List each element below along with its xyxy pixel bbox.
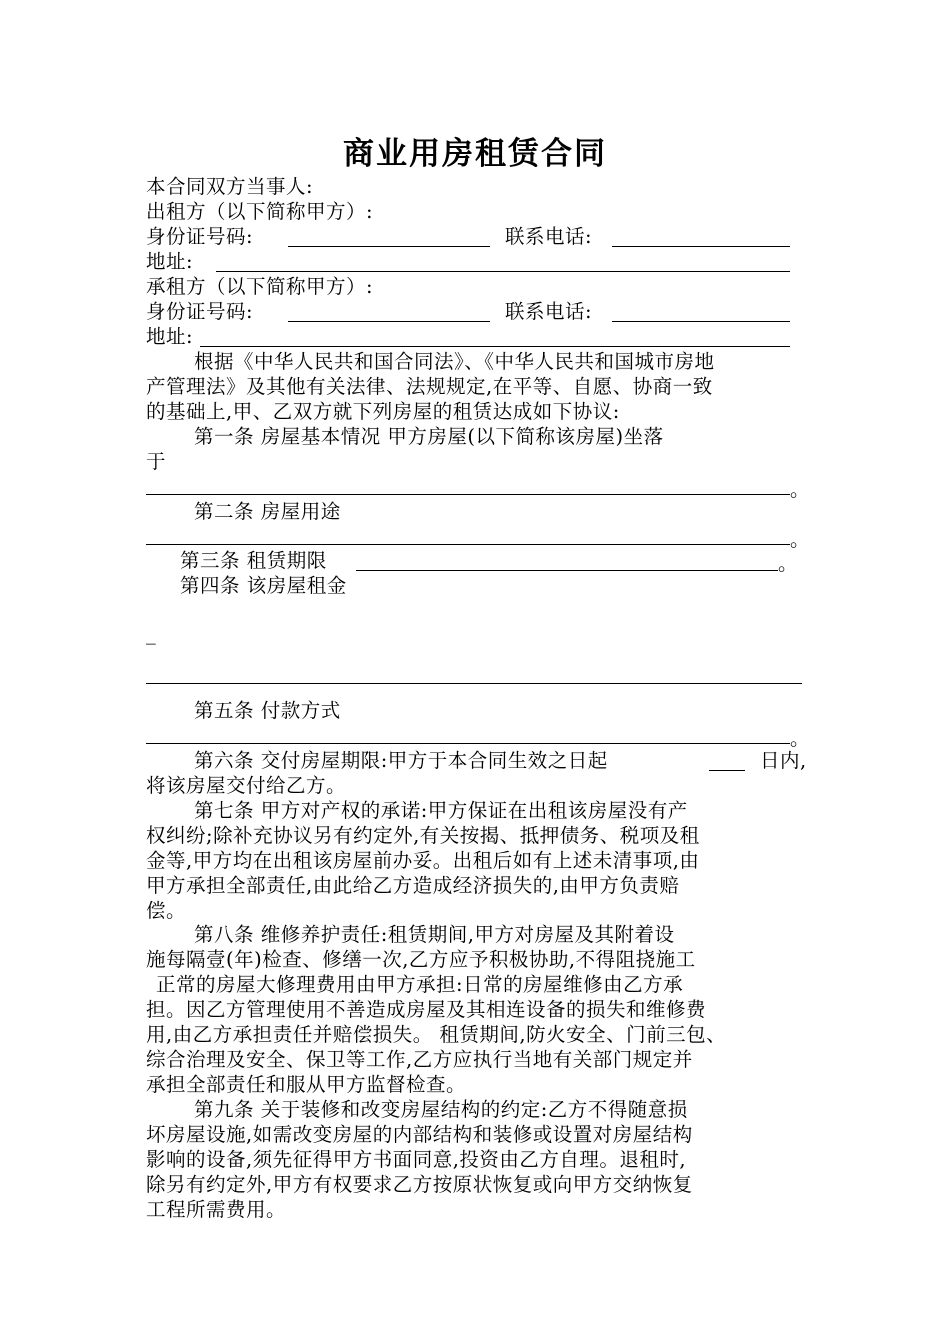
article-3-heading: 第三条 租赁期限 [180, 549, 327, 572]
article-1-continued: 于 [146, 450, 167, 473]
article-7-line: 权纠纷;除补充协议另有约定外,有关按揭、抵押债务、税项及租 [146, 824, 700, 847]
article-9-line: 工程所需费用。 [146, 1198, 287, 1221]
article-6-text: 日内, [760, 749, 807, 772]
lessee-id-blank[interactable] [288, 321, 490, 322]
preamble-line: 根据《中华人民共和国合同法》、《中华人民共和国城市房地 [194, 350, 715, 373]
parties-intro: 本合同双方当事人: [146, 175, 314, 198]
article-7-line: 甲方承担全部责任,由此给乙方造成经济损失的,由甲方负责赔 [146, 874, 680, 897]
lessee-phone-label: 联系电话: [505, 300, 593, 323]
article-1-heading: 第一条 房屋基本情况 甲方房屋(以下简称该房屋)坐落 [194, 425, 664, 448]
lessor-id-label: 身份证号码: [146, 225, 254, 248]
article-4-heading: 第四条 该房屋租金 [180, 574, 347, 597]
lessor-phone-blank[interactable] [612, 246, 790, 247]
article-9-line: 第九条 关于装修和改变房屋结构的约定:乙方不得随意损 [194, 1098, 688, 1121]
article-7-line: 第七条 甲方对产权的承诺:甲方保证在出租该房屋没有产 [194, 799, 688, 822]
article-8-line: 第八条 维修养护责任:租赁期间,甲方对房屋及其附着设 [194, 923, 675, 946]
preamble-line: 产管理法》及其他有关法律、法规规定,在平等、自愿、协商一致 [146, 375, 713, 398]
article-8-line: 担。因乙方管理使用不善造成房屋及其相连设备的损失和维修费 [146, 998, 707, 1021]
period-mark: 。 [790, 478, 810, 501]
article-7-line: 偿。 [146, 899, 187, 922]
lessee-address-blank[interactable] [200, 346, 790, 347]
article-6-text: 第六条 交付房屋期限:甲方于本合同生效之日起 [194, 749, 608, 772]
lessor-id-blank[interactable] [288, 246, 490, 247]
article-8-line: 承担全部责任和服从甲方监督检查。 [146, 1073, 467, 1096]
usage-blank[interactable] [146, 544, 790, 545]
days-blank[interactable] [709, 770, 745, 771]
page-title: 商业用房租赁合同 [343, 136, 607, 172]
article-9-line: 坏房屋设施,如需改变房屋的内部结构和装修或设置对房屋结构 [146, 1123, 693, 1146]
article-6-text: 将该房屋交付给乙方。 [146, 774, 347, 797]
article-8-line: 施每隔壹(年)检查、修缮一次,乙方应予积极协助,不得阻挠施工 [146, 948, 696, 971]
lessee-label: 承租方（以下简称甲方）: [146, 275, 374, 298]
rent-blank[interactable] [146, 683, 802, 684]
preamble-line: 的基础上,甲、乙双方就下列房屋的租赁达成如下协议: [146, 400, 620, 423]
term-blank[interactable] [356, 570, 778, 571]
location-blank[interactable] [146, 494, 790, 495]
lessor-label: 出租方（以下简称甲方）: [146, 200, 374, 223]
lessee-phone-blank[interactable] [612, 321, 790, 322]
lessor-address-blank[interactable] [216, 271, 790, 272]
lessor-phone-label: 联系电话: [505, 225, 593, 248]
period-mark: 。 [790, 727, 810, 750]
dash-mark: _ [146, 622, 156, 645]
lessee-address-label: 地址: [146, 325, 194, 348]
lessee-id-label: 身份证号码: [146, 300, 254, 323]
period-mark: 。 [790, 528, 810, 551]
article-9-line: 除另有约定外,甲方有权要求乙方按原状恢复或向甲方交纳恢复 [146, 1173, 693, 1196]
article-8-line: 综合治理及安全、保卫等工作,乙方应执行当地有关部门规定并 [146, 1048, 693, 1071]
article-9-line: 影响的设备,须先征得甲方书面同意,投资由乙方自理。退租时, [146, 1148, 687, 1171]
article-8-line: 用,由乙方承担责任并赔偿损失。 租赁期间,防火安全、门前三包、 [146, 1023, 727, 1046]
article-5-heading: 第五条 付款方式 [194, 699, 341, 722]
lessor-address-label: 地址: [146, 250, 194, 273]
period-mark: 。 [778, 552, 798, 575]
article-2-heading: 第二条 房屋用途 [194, 500, 341, 523]
payment-blank[interactable] [146, 743, 790, 744]
article-8-line: 正常的房屋大修理费用由甲方承担:日常的房屋维修由乙方承 [156, 973, 684, 996]
article-7-line: 金等,甲方均在出租该房屋前办妥。出租后如有上述未清事项,由 [146, 849, 700, 872]
